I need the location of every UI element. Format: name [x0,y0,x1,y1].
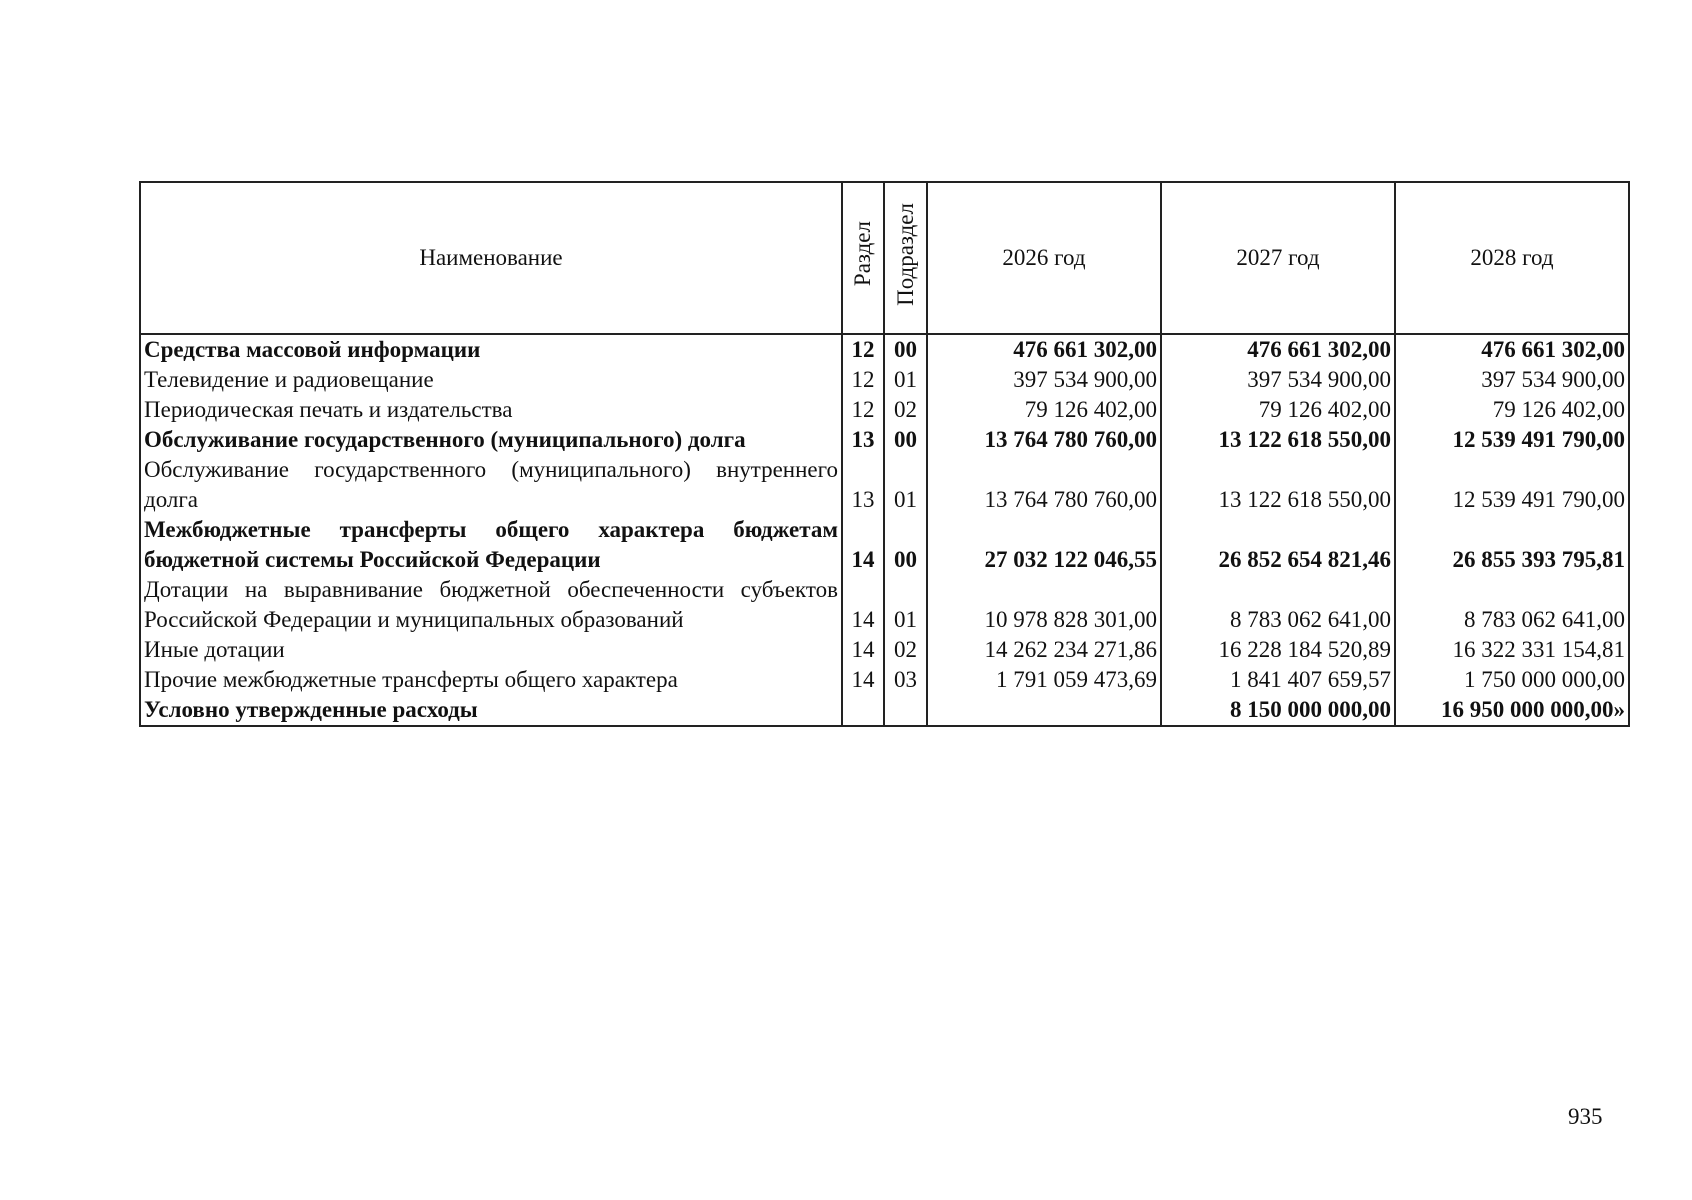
row-value-2026-cell: 27 032 122 046,55 [927,515,1161,575]
row-value-2027-cell: 16 228 184 520,89 [1161,635,1395,665]
row-value-2027-cell: 79 126 402,00 [1161,395,1395,425]
row-section-cell: 12 [842,334,884,365]
row-subsection-cell: 01 [884,575,927,635]
row-value-2027-cell: 476 661 302,00 [1161,334,1395,365]
row-subsection-cell: 00 [884,425,927,455]
table-row [140,515,1629,575]
row-section-cell: 14 [842,665,884,695]
row-value-2027-cell: 8 150 000 000,00 [1161,695,1395,726]
row-name-cell: Прочие межбюджетные трансферты общего характера [140,665,842,695]
header-year-2027: 2027 год [1161,182,1395,334]
row-section-cell: 13 [842,455,884,515]
row-value-2028-cell: 476 661 302,00 [1395,334,1629,365]
row-value-2026-cell: 10 978 828 301,00 [927,575,1161,635]
row-section-cell: 14 [842,515,884,575]
header-year-2028: 2028 год [1395,182,1629,334]
header-year-2026: 2026 год [927,182,1161,334]
row-value-2028-cell: 397 534 900,00 [1395,365,1629,395]
page-number: 935 [1568,1104,1603,1129]
row-subsection-cell: 03 [884,665,927,695]
row-section-cell: 13 [842,425,884,455]
row-value-2027-cell: 8 783 062 641,00 [1161,575,1395,635]
row-value-2027-cell: 13 122 618 550,00 [1161,455,1395,515]
row-value-2026-cell: 13 764 780 760,00 [927,425,1161,455]
row-value-2026-cell: 1 791 059 473,69 [927,665,1161,695]
table-body [140,334,1629,726]
row-name-cell: Телевидение и радиовещание [140,365,842,395]
row-value-2026-cell: 79 126 402,00 [927,395,1161,425]
row-subsection-cell: 01 [884,365,927,395]
table-row [140,395,1629,425]
row-value-2028-cell: 8 783 062 641,00 [1395,575,1629,635]
row-subsection-cell: 02 [884,635,927,665]
row-value-2026-cell: 397 534 900,00 [927,365,1161,395]
row-subsection-cell [884,695,927,726]
header-name: Наименование [140,182,842,334]
table-row [140,575,1629,635]
row-section-cell: 14 [842,575,884,635]
table-row [140,365,1629,395]
row-subsection-cell: 02 [884,395,927,425]
row-name-cell: Периодическая печать и издательства [140,395,842,425]
row-value-2028-cell: 16 322 331 154,81 [1395,635,1629,665]
row-value-2028-cell: 12 539 491 790,00 [1395,455,1629,515]
row-name-cell: Дотации на выравнивание бюджетной обеспеченности субъектов Российской Федерации и муниципальных образований [140,575,842,635]
table-row [140,665,1629,695]
row-name-cell: Межбюджетные трансферты общего характера бюджетам бюджетной системы Российской Федерации [140,515,842,575]
row-name-cell: Обслуживание государственного (муниципального) внутреннего долга [140,455,842,515]
row-value-2028-cell: 26 855 393 795,81 [1395,515,1629,575]
header-section: Раздел [842,182,884,334]
row-value-2028-cell: 16 950 000 000,00» [1395,695,1629,726]
row-value-2026-cell [927,695,1161,726]
row-value-2028-cell: 1 750 000 000,00 [1395,665,1629,695]
row-value-2026-cell: 13 764 780 760,00 [927,455,1161,515]
row-value-2028-cell: 79 126 402,00 [1395,395,1629,425]
table-row [140,425,1629,455]
table-row [140,635,1629,665]
row-value-2026-cell: 476 661 302,00 [927,334,1161,365]
row-section-cell [842,695,884,726]
row-value-2026-cell: 14 262 234 271,86 [927,635,1161,665]
row-value-2027-cell: 26 852 654 821,46 [1161,515,1395,575]
table-row [140,455,1629,515]
row-value-2028-cell: 12 539 491 790,00 [1395,425,1629,455]
row-section-cell: 12 [842,365,884,395]
row-subsection-cell: 00 [884,334,927,365]
header-subsection: Подраздел [884,182,927,334]
table-row [140,695,1629,726]
row-section-cell: 12 [842,395,884,425]
row-name-cell: Обслуживание государственного (муниципального) долга [140,425,842,455]
budget-table [139,181,1630,727]
row-value-2027-cell: 1 841 407 659,57 [1161,665,1395,695]
row-value-2027-cell: 397 534 900,00 [1161,365,1395,395]
table-header-row [140,182,1629,334]
row-subsection-cell: 00 [884,515,927,575]
row-name-cell: Условно утвержденные расходы [140,695,842,726]
row-name-cell: Иные дотации [140,635,842,665]
row-section-cell: 14 [842,635,884,665]
row-name-cell: Средства массовой информации [140,334,842,365]
row-value-2027-cell: 13 122 618 550,00 [1161,425,1395,455]
table-row [140,334,1629,365]
row-subsection-cell: 01 [884,455,927,515]
